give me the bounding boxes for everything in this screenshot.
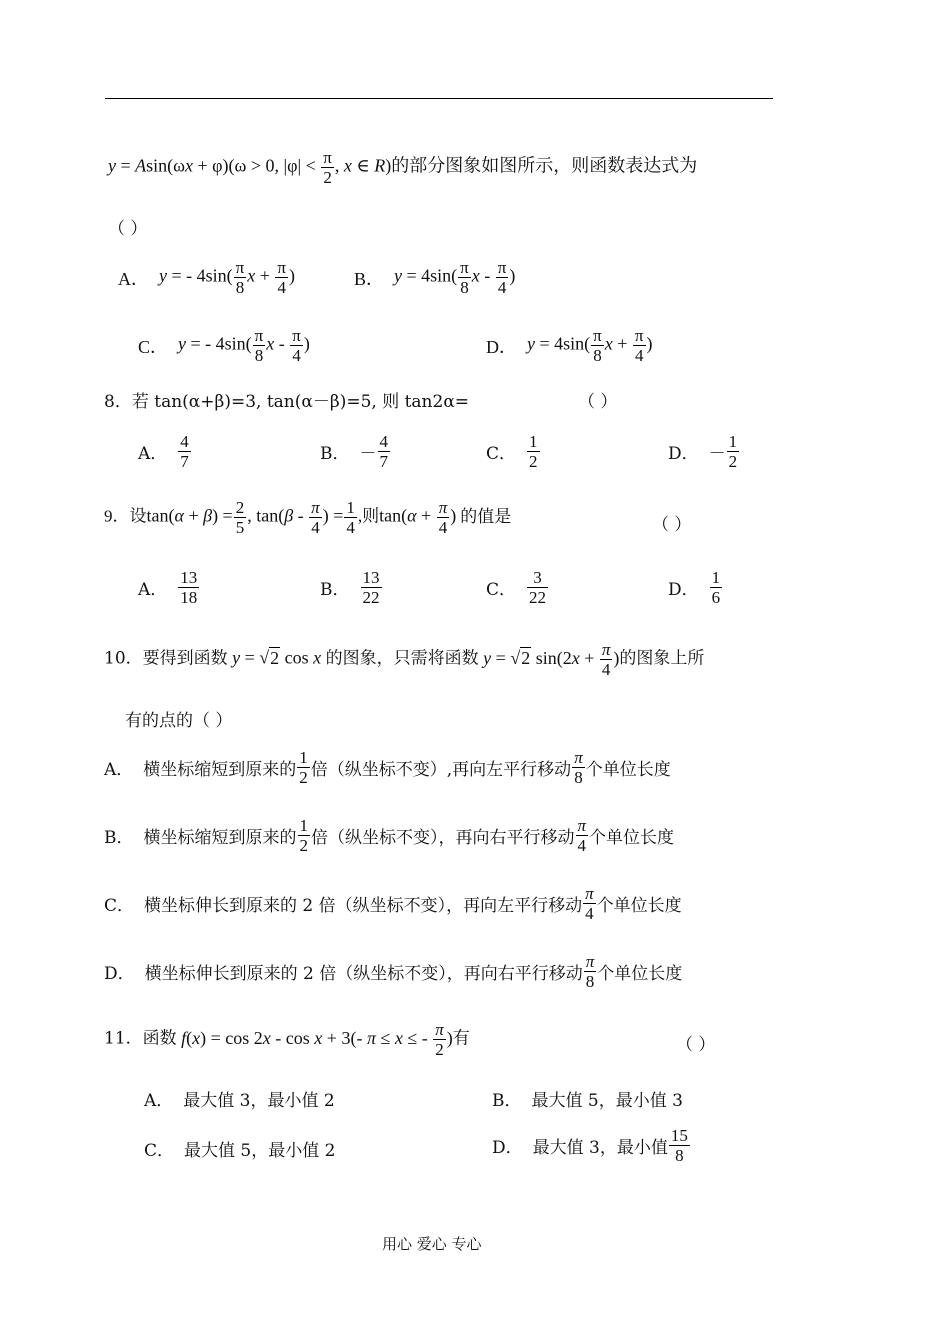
q11-option-b: B． 最大值 5，最小值 3: [492, 1091, 683, 1111]
q10-option-d: D． 横坐标伸长到原来的 2 倍（纵坐标不变），再向右平行移动 π 8 个单位长度: [104, 952, 683, 991]
q8-option-a: A． 4 7: [138, 432, 189, 471]
q11-blank: （ ）: [676, 1035, 716, 1055]
q7-blank: （ ）: [108, 219, 148, 239]
q10-option-c: C． 横坐标伸长到原来的 2 倍（纵坐标不变），再向左平行移动 π 4 个单位长度: [104, 884, 682, 923]
q8-stem: 8．若 tan(α+β)=3, tan(α－β)=5, 则 tan2α=: [104, 392, 470, 412]
q7-option-b: B． y = 4sin( $\frac{\pi}{8}$ x - $\frac{\pi}{4}$ ): [354, 258, 516, 297]
header-rule: [105, 98, 773, 99]
q11-stem: 11．函数 f(x) = cos 2x - cos x + 3(- π ≤ x ≤ - $\frac{\pi}{2}$ )有: [104, 1020, 470, 1059]
q11-option-a: A． 最大值 3，最小值 2: [144, 1091, 335, 1111]
q9-option-a: A． 13 18: [138, 568, 198, 607]
q7-stem: y = Asin(ωx + φ)(ω > 0, |φ| < $\frac{\pi}{2}$ , x ∈ R)的部分图象如图所示，则函数表达式为: [108, 148, 698, 187]
q9-blank: （ ）: [652, 515, 692, 535]
q7-option-c: C． y = - 4sin( $\frac{\pi}{8}$ x - $\frac{\pi}{4}$ ): [138, 326, 310, 365]
q9-option-c: C． 3 22: [486, 568, 547, 607]
page-footer: 用心 爱心 专心: [382, 1235, 482, 1253]
q8-option-d: D． － 1 2: [668, 432, 738, 471]
q10-stem: 10．要得到函数 y = √2 cos x 的图象，只需将函数 y = √2 sin(2x + $\frac{\pi}{4}$ )的图象上所: [104, 640, 705, 679]
q11-option-c: C． 最大值 5，最小值 2: [144, 1141, 336, 1161]
q7-stem-text: 的部分图象如图所示，则函数表达式为: [391, 155, 698, 176]
q11-option-d: D． 最大值 3，最小值 15 8: [492, 1126, 688, 1165]
q10-option-a: A． 横坐标缩短到原来的 1 2 倍（纵坐标不变）,再向左平行移动 π 8 个单位长度: [104, 748, 671, 787]
q8-option-c: C． 1 2: [486, 432, 538, 471]
q10-option-b: B． 横坐标缩短到原来的 1 2 倍（纵坐标不变），再向右平行移动 π 4 个单位长度: [104, 816, 675, 855]
q8-option-b: B． － 4 7: [320, 432, 388, 471]
q8-blank: （ ）: [578, 392, 618, 412]
q9-option-d: D． 1 6: [668, 568, 721, 607]
q9-stem: 9．设tan(α + β) = $\frac{2}{5}$ , tan(β - $\frac{\pi}{4}$ ) = $\frac{1}{4}$ ,则tan(α + $\frac{\pi}{4}$ ) 的值是: [104, 498, 512, 537]
q7-option-d: D． y = 4sin( $\frac{\pi}{8}$ x + $\frac{\pi}{4}$ ): [486, 326, 653, 365]
q9-option-b: B． 13 22: [320, 568, 380, 607]
q10-line2: 有的点的（ ）: [125, 711, 233, 731]
q7-option-a: A． y = - 4sin( $\frac{\pi}{8}$ x + $\frac{\pi}{4}$ ): [118, 258, 295, 297]
